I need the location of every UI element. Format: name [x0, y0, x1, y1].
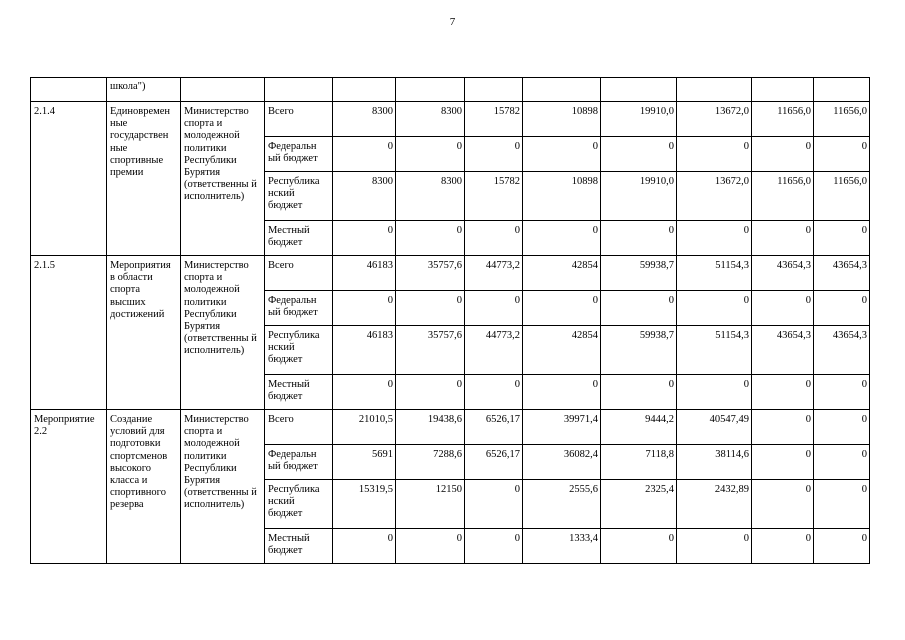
amount-cell: 0: [601, 291, 677, 326]
amount-cell: 0: [333, 137, 396, 172]
amount-cell: 36082,4: [523, 445, 601, 480]
activity-code: 2.1.4: [31, 102, 107, 256]
amount-cell: 7118,8: [601, 445, 677, 480]
funding-source: Республика нский бюджет: [265, 480, 333, 529]
amount-cell: 0: [814, 375, 870, 410]
amount-cell: 0: [523, 291, 601, 326]
amount-cell: 46183: [333, 326, 396, 375]
amount-cell: 0: [601, 375, 677, 410]
budget-table: [30, 77, 870, 564]
funding-source: Федеральн ый бюджет: [265, 291, 333, 326]
amount-cell: 0: [814, 291, 870, 326]
amount-cell: 15782: [465, 172, 523, 221]
amount-cell: 0: [523, 375, 601, 410]
activity-code: Мероприятие 2.2: [31, 410, 107, 564]
amount-cell: 19910,0: [601, 172, 677, 221]
amount-cell: 0: [814, 410, 870, 445]
activity-name: Создание условий для подготовки спортсменов высокого класса и спортивного резерва: [107, 410, 181, 564]
activity-code: 2.1.5: [31, 256, 107, 410]
amount-cell: 0: [677, 375, 752, 410]
amount-cell: 13672,0: [677, 172, 752, 221]
amount-cell: 0: [752, 480, 814, 529]
amount-cell: 2555,6: [523, 480, 601, 529]
amount-cell: 6526,17: [465, 445, 523, 480]
amount-cell: 46183: [333, 256, 396, 291]
amount-cell: 0: [814, 529, 870, 564]
amount-cell: 0: [465, 221, 523, 256]
amount-cell: 0: [396, 291, 465, 326]
amount-cell: 0: [814, 137, 870, 172]
amount-cell: 10898: [523, 172, 601, 221]
funding-source: Республика нский бюджет: [265, 172, 333, 221]
amount-cell: 0: [752, 291, 814, 326]
funding-source: Всего: [265, 256, 333, 291]
amount-cell: 0: [677, 529, 752, 564]
amount-cell: 9444,2: [601, 410, 677, 445]
table-row: [31, 410, 870, 445]
table-row: [31, 102, 870, 137]
amount-cell: 11656,0: [814, 172, 870, 221]
amount-cell: 0: [333, 221, 396, 256]
amount-cell: 0: [465, 375, 523, 410]
amount-cell: 0: [601, 137, 677, 172]
amount-cell: 7288,6: [396, 445, 465, 480]
amount-cell: 35757,6: [396, 326, 465, 375]
amount-cell: 0: [396, 375, 465, 410]
amount-cell: 21010,5: [333, 410, 396, 445]
amount-cell: 0: [465, 291, 523, 326]
amount-cell: 0: [601, 529, 677, 564]
amount-cell: 6526,17: [465, 410, 523, 445]
amount-cell: 0: [396, 137, 465, 172]
amount-cell: 1333,4: [523, 529, 601, 564]
table-row: [31, 256, 870, 291]
activity-executor: Министерство спорта и молодежной политики Республики Бурятия (ответственны й исполнитель): [181, 410, 265, 564]
amount-cell: 0: [523, 221, 601, 256]
table-row: [31, 78, 870, 102]
funding-source: Местный бюджет: [265, 529, 333, 564]
amount-cell: 13672,0: [677, 102, 752, 137]
amount-cell: 0: [752, 529, 814, 564]
activity-executor: Министерство спорта и молодежной политики Республики Бурятия (ответственны й исполнитель): [181, 102, 265, 256]
amount-cell: 0: [752, 221, 814, 256]
amount-cell: 0: [333, 529, 396, 564]
amount-cell: 8300: [396, 102, 465, 137]
amount-cell: 0: [814, 221, 870, 256]
amount-cell: 51154,3: [677, 326, 752, 375]
amount-cell: 42854: [523, 326, 601, 375]
amount-cell: 11656,0: [752, 172, 814, 221]
amount-cell: 0: [677, 291, 752, 326]
amount-cell: 11656,0: [752, 102, 814, 137]
amount-cell: 35757,6: [396, 256, 465, 291]
amount-cell: 0: [465, 529, 523, 564]
funding-source: Республика нский бюджет: [265, 326, 333, 375]
amount-cell: 8300: [396, 172, 465, 221]
amount-cell: 51154,3: [677, 256, 752, 291]
funding-source: Местный бюджет: [265, 221, 333, 256]
amount-cell: 0: [465, 480, 523, 529]
amount-cell: 0: [333, 291, 396, 326]
funding-source: Федеральн ый бюджет: [265, 137, 333, 172]
amount-cell: 0: [465, 137, 523, 172]
funding-source: Всего: [265, 410, 333, 445]
amount-cell: 0: [752, 445, 814, 480]
amount-cell: 43654,3: [752, 326, 814, 375]
funding-source: Всего: [265, 102, 333, 137]
amount-cell: 42854: [523, 256, 601, 291]
activity-name: Мероприятия в области спорта высших достижений: [107, 256, 181, 410]
amount-cell: 59938,7: [601, 256, 677, 291]
amount-cell: 39971,4: [523, 410, 601, 445]
continuation-cell: школа"): [107, 78, 181, 102]
amount-cell: 2325,4: [601, 480, 677, 529]
amount-cell: 0: [814, 445, 870, 480]
activity-executor: Министерство спорта и молодежной политики Республики Бурятия (ответственны й исполнитель): [181, 256, 265, 410]
amount-cell: 15319,5: [333, 480, 396, 529]
amount-cell: 8300: [333, 102, 396, 137]
amount-cell: 0: [677, 221, 752, 256]
amount-cell: 12150: [396, 480, 465, 529]
funding-source: Местный бюджет: [265, 375, 333, 410]
amount-cell: 59938,7: [601, 326, 677, 375]
amount-cell: 5691: [333, 445, 396, 480]
amount-cell: 2432,89: [677, 480, 752, 529]
amount-cell: 10898: [523, 102, 601, 137]
amount-cell: 0: [333, 375, 396, 410]
amount-cell: 43654,3: [814, 256, 870, 291]
amount-cell: 11656,0: [814, 102, 870, 137]
amount-cell: 15782: [465, 102, 523, 137]
amount-cell: 0: [601, 221, 677, 256]
amount-cell: 44773,2: [465, 256, 523, 291]
amount-cell: 19910,0: [601, 102, 677, 137]
amount-cell: 8300: [333, 172, 396, 221]
amount-cell: 0: [752, 137, 814, 172]
funding-source: Федеральн ый бюджет: [265, 445, 333, 480]
amount-cell: 0: [523, 137, 601, 172]
amount-cell: 43654,3: [752, 256, 814, 291]
amount-cell: 43654,3: [814, 326, 870, 375]
amount-cell: 0: [752, 410, 814, 445]
amount-cell: 0: [752, 375, 814, 410]
amount-cell: 19438,6: [396, 410, 465, 445]
amount-cell: 0: [677, 137, 752, 172]
page-number: 7: [449, 16, 456, 28]
amount-cell: 40547,49: [677, 410, 752, 445]
amount-cell: 44773,2: [465, 326, 523, 375]
activity-name: Единовремен ные государствен ные спортивные премии: [107, 102, 181, 256]
amount-cell: 0: [814, 480, 870, 529]
amount-cell: 38114,6: [677, 445, 752, 480]
amount-cell: 0: [396, 221, 465, 256]
amount-cell: 0: [396, 529, 465, 564]
